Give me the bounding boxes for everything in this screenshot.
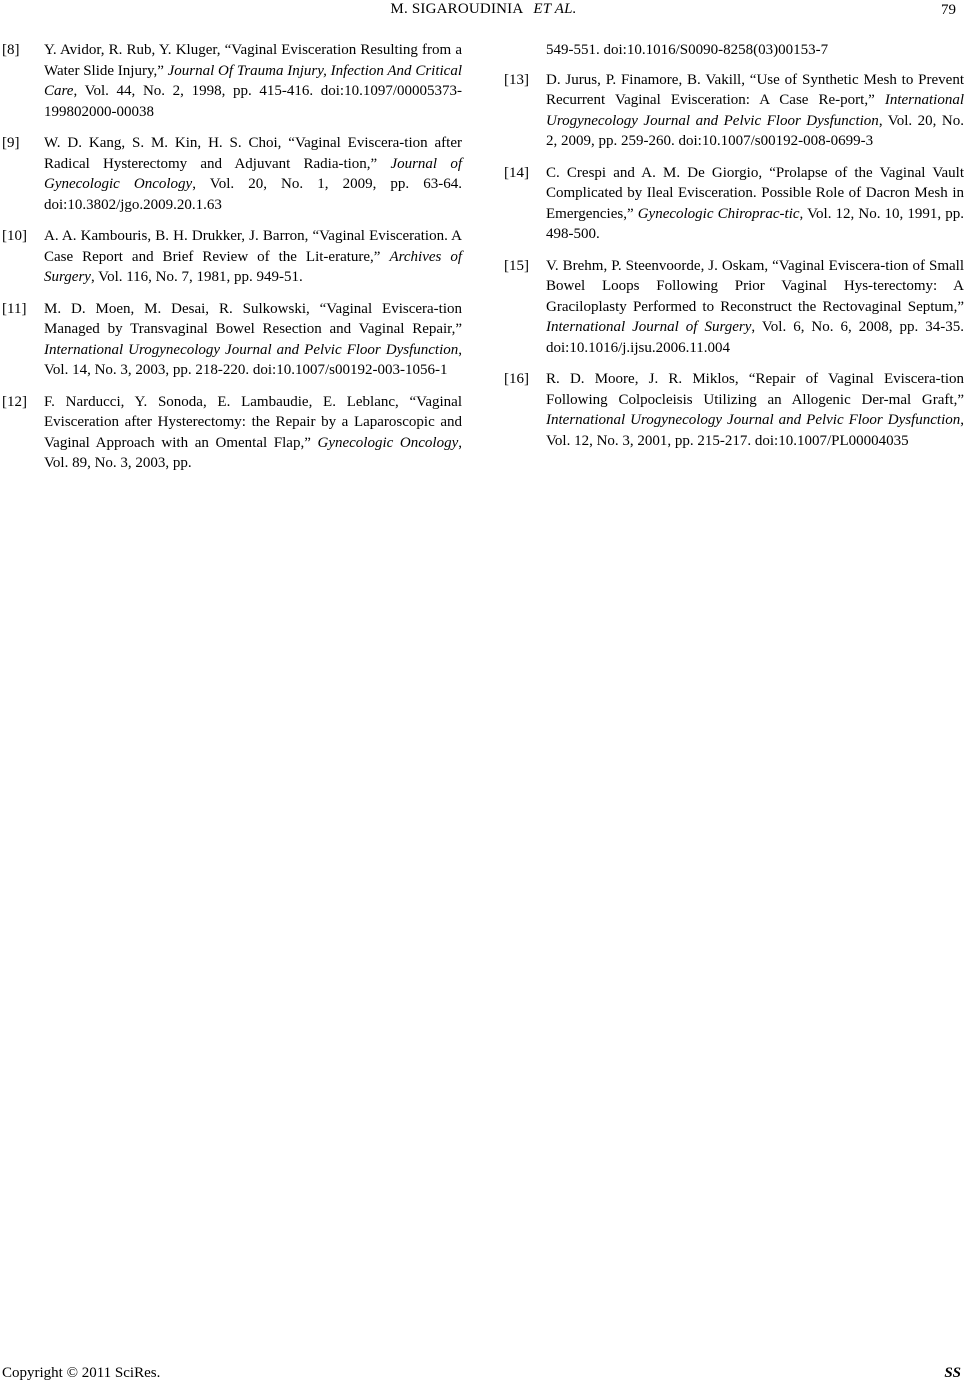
reference-segment: , Vol. 12, No. 3, 2001, pp. 215-217. doi:10.1007/PL00004035 <box>546 412 964 449</box>
reference-number: [10] <box>2 228 27 244</box>
reference-segment: A. A. Kambouris, B. H. Drukker, J. Barron, “Vaginal Evisceration. A Case Report and Brief Review of the Lit-erature,” <box>44 228 462 265</box>
reference-segment: , Vol. 44, No. 2, 1998, pp. 415-416. doi:10.1097/00005373-199802000-00038 <box>44 83 462 120</box>
reference-number: [9] <box>2 135 20 151</box>
reference-number: [11] <box>2 300 27 317</box>
reference-item <box>504 163 964 245</box>
reference-number: [13] <box>504 71 529 88</box>
reference-item <box>2 392 462 474</box>
copyright-notice: Copyright © 2011 SciRes. <box>2 1365 161 1381</box>
reference-segment: , Vol. 6, No. 6, 2008, pp. 34-35. doi:10.1016/j.ijsu.2006.11.004 <box>546 319 964 356</box>
author-name: M. SIGAROUDINIA <box>390 1 524 17</box>
journal-title: International Urogynecology Journal and Pelvic Floor Dysfunction <box>44 341 459 358</box>
reference-text <box>546 256 964 359</box>
reference-segment: , Vol. 116, No. 7, 1981, pp. 949-51. <box>90 269 303 285</box>
reference-text <box>546 369 964 451</box>
reference-number: [8] <box>2 42 20 58</box>
reference-segment: V. Brehm, P. Steenvoorde, J. Oskam, “Vaginal Eviscera-tion of Small Bowel Loops Following Prior Vaginal Hys-terectomy: A Graciloplasty Performed to Reconstruct the Rectovaginal Septum,” <box>546 257 964 315</box>
reference-text <box>44 299 462 381</box>
reference-segment: , Vol. 89, No. 3, 2003, pp. <box>44 434 462 471</box>
right-reference-column <box>504 40 964 462</box>
journal-title: Gynecologic Oncology <box>317 434 459 451</box>
running-author <box>0 1 967 18</box>
reference-segment: D. Jurus, P. Finamore, B. Vakill, “Use of Synthetic Mesh to Prevent Recurrent Vaginal Evisceration: A Case Re-port,” <box>546 71 964 108</box>
reference-segment: F. Narducci, Y. Sonoda, E. Lambaudie, E. Leblanc, “Vaginal Evisceration after Hysterectomy: the Repair by a Laparoscopic and Vaginal Approach with an Omental Flap,” <box>44 393 462 451</box>
reference-text <box>44 226 462 288</box>
journal-code: SS <box>944 1365 961 1381</box>
reference-segment: M. D. Moen, M. Desai, R. Sulkowski, “Vaginal Eviscera-tion Managed by Transvaginal Bowel Resection and Vaginal Repair,” <box>44 300 462 337</box>
journal-title: International Urogynecology Journal and Pelvic Floor Dysfunction <box>546 412 961 428</box>
reference-number: [15] <box>504 257 529 274</box>
reference-segment: W. D. Kang, S. M. Kin, H. S. Choi, “Vaginal Eviscera-tion after Radical Hysterectomy and Adjuvant Radia-tion,” <box>44 135 462 172</box>
journal-title: Archives of Surgery <box>44 248 463 285</box>
reference-text <box>546 163 964 245</box>
journal-title: International Urogynecology Journal and Pelvic Floor Dysfunction <box>546 92 964 129</box>
reference-segment: , Vol. 12, No. 10, 1991, pp. 498-500. <box>546 205 964 242</box>
reference-item <box>2 299 462 381</box>
reference-number: [14] <box>504 164 529 181</box>
left-reference-column <box>2 40 462 485</box>
reference-segment: , Vol. 20, No. 1, 2009, pp. 63-64. doi:10.3802/jgo.2009.20.1.63 <box>44 176 462 213</box>
page-footer <box>0 1362 967 1386</box>
reference-continuation: 549-551. doi:10.1016/S0090-8258(03)00153-7 <box>546 42 829 58</box>
journal-title: Gynecologic Chiroprac-tic <box>637 205 800 222</box>
reference-segment: R. D. Moore, J. R. Miklos, “Repair of Vaginal Eviscera-tion Following Colpocleisis Utilizing an Allogenic Der-mal Graft,” <box>546 371 964 408</box>
journal-title: International Journal of Surgery <box>546 319 752 335</box>
reference-item <box>504 369 964 451</box>
reference-number: [12] <box>2 393 27 410</box>
reference-item <box>2 133 462 215</box>
reference-number: [16] <box>504 371 529 387</box>
reference-segment: , Vol. 14, No. 3, 2003, pp. 218-220. doi:10.1007/s00192-003-1056-1 <box>44 341 462 378</box>
reference-item <box>504 256 964 359</box>
reference-text <box>44 40 462 122</box>
reference-text <box>546 70 964 152</box>
reference-segment: Y. Avidor, R. Rub, Y. Kluger, “Vaginal Evisceration Resulting from a Water Slide Injury,” <box>44 42 462 79</box>
reference-item <box>2 226 462 288</box>
reference-segment: , Vol. 20, No. 2, 2009, pp. 259-260. doi:10.1007/s00192-008-0699-3 <box>546 112 964 149</box>
reference-item <box>2 40 462 122</box>
reference-text <box>44 133 462 215</box>
journal-title: Journal of Gynecologic Oncology <box>44 155 462 192</box>
reference-item <box>504 70 964 152</box>
journal-title: Journal Of Trauma Injury, Infection And Critical Care <box>44 62 462 99</box>
et-al: ET AL. <box>533 1 577 17</box>
running-header <box>0 0 967 24</box>
reference-text <box>44 392 462 474</box>
reference-segment: C. Crespi and A. M. De Giorgio, “Prolapse of the Vaginal Vault Complicated by Ileal Evisceration. Possible Role of Dacron Mesh in Emergencies,” <box>546 164 964 222</box>
page-number: 79 <box>941 2 956 18</box>
